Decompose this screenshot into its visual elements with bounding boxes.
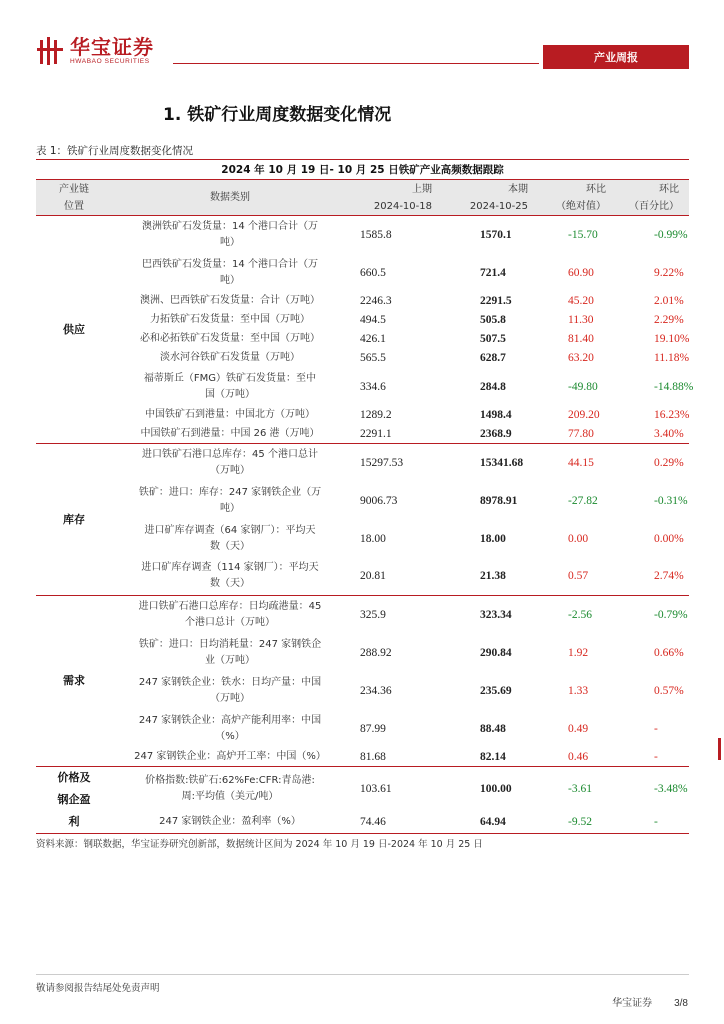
header-divider (173, 63, 539, 64)
table-row (36, 425, 689, 444)
curr-value-cell: 21.38 (442, 558, 538, 596)
pct-change-cell: 3.40% (616, 425, 689, 444)
table-caption: 表 1：铁矿行业周度数据变化情况 (36, 145, 194, 157)
data-type-cell: 247 家钢铁企业：铁水：日均产量：中国 （万吨） (138, 676, 322, 704)
footer-divider (36, 974, 689, 975)
category-cell: 库存 (36, 444, 112, 596)
curr-value-cell: 290.84 (480, 646, 512, 659)
abs-change-cell: 11.30 (568, 314, 594, 326)
footer-right (612, 994, 688, 1009)
data-type-cell: 铁矿：进口：日均消耗量：247 家钢铁企 业（万吨） (138, 638, 322, 666)
pct-change-cell: -14.88% (654, 380, 694, 393)
prev-value-cell: 9006.73 (360, 494, 398, 507)
table-row (36, 710, 689, 748)
abs-change-cell: 0.49 (568, 722, 589, 735)
company-logo (36, 34, 154, 68)
table-row (36, 634, 689, 672)
prev-value-cell: 74.46 (348, 811, 442, 833)
prev-value-cell: 18.00 (360, 532, 386, 545)
abs-change-cell: 0.46 (538, 748, 616, 767)
disclaimer-note: 敬请参阅报告结尾处免责声明 (36, 983, 160, 994)
prev-value-cell: 20.81 (348, 558, 442, 596)
abs-change-cell: 63.20 (568, 352, 594, 364)
curr-value-cell: 100.00 (480, 783, 512, 796)
pct-change-cell: 2.01% (654, 295, 684, 307)
pct-change-cell: -0.99% (654, 228, 688, 241)
data-type-cell: 必和必拓铁矿石发货量：至中国（万吨） (140, 333, 320, 344)
table-title: 2024 年 10 月 19 日- 10 月 25 日铁矿产业高频数据跟踪 (36, 160, 689, 180)
abs-change-cell: 81.40 (568, 333, 594, 345)
pct-change-cell: - (616, 748, 689, 767)
data-type-cell: 中国铁矿石到港量：中国 26 港（万吨） (112, 425, 348, 444)
table-row (36, 672, 689, 710)
header-abs-change: 环比 （绝对值） (538, 180, 616, 216)
pct-change-cell: 19.10% (654, 333, 690, 345)
curr-value-cell: 8978.91 (480, 494, 518, 507)
curr-value-cell: 1498.4 (480, 409, 512, 421)
table-row (36, 596, 689, 634)
abs-change-cell: 0.00 (568, 532, 589, 545)
data-type-cell: 力拓铁矿石发货量：至中国（万吨） (150, 314, 310, 325)
table-header-row (36, 180, 689, 216)
data-type-cell: 进口铁矿石港口总库存：日均疏港量：45 个港口总计（万吨） (138, 600, 322, 628)
pct-change-cell: -0.31% (654, 494, 688, 507)
data-type-cell: 澳洲、巴西铁矿石发货量：合计（万吨） (140, 295, 320, 306)
table-row (36, 811, 689, 833)
abs-change-cell: 77.80 (538, 425, 616, 444)
abs-change-cell: 0.57 (538, 558, 616, 596)
data-type-cell: 进口矿库存调查（64 家钢厂）：平均天 数（天） (144, 524, 316, 552)
curr-value-cell: 505.8 (480, 314, 506, 326)
curr-value-cell: 82.14 (442, 748, 538, 767)
header-pct-change: 环比 （百分比） (616, 180, 689, 216)
abs-change-cell: -3.61 (568, 783, 592, 796)
curr-value-cell: 2291.5 (480, 295, 512, 307)
curr-value-cell: 507.5 (480, 333, 506, 345)
table-row (36, 349, 689, 368)
data-type-cell: 福蒂斯丘（FMG）铁矿石发货量：至中 国（万吨） (143, 372, 317, 400)
abs-change-cell: 209.20 (568, 409, 600, 421)
logo-mark-icon (36, 36, 64, 66)
prev-value-cell: 81.68 (348, 748, 442, 767)
data-type-cell: 进口铁矿石港口总库存：45 个港口总计 （万吨） (142, 448, 318, 476)
abs-change-cell: 1.92 (568, 646, 589, 659)
pct-change-cell: 11.18% (654, 352, 690, 364)
prev-value-cell: 660.5 (360, 266, 386, 279)
prev-value-cell: 2246.3 (360, 295, 392, 307)
category-cell: 价格及 钢企盈 利 (36, 767, 112, 834)
curr-value-cell: 18.00 (480, 532, 506, 545)
data-type-cell: 进口矿库存调查（114 家钢厂）：平均天 数（天） (112, 558, 348, 596)
data-type-cell: 中国铁矿石到港量：中国北方（万吨） (145, 409, 315, 420)
prev-value-cell: 426.1 (360, 333, 386, 345)
section-title: 1. 铁矿行业周度数据变化情况 (163, 105, 392, 125)
prev-value-cell: 1289.2 (360, 409, 392, 421)
prev-value-cell: 234.36 (360, 684, 392, 697)
side-marker (718, 738, 721, 760)
abs-change-cell: -2.56 (568, 608, 592, 621)
table-row (36, 292, 689, 311)
curr-value-cell: 1570.1 (480, 228, 512, 241)
pct-change-cell: 0.29% (654, 456, 684, 469)
prev-value-cell: 2291.1 (348, 425, 442, 444)
header-category: 产业链 位置 (36, 180, 112, 216)
prev-value-cell: 103.61 (360, 783, 392, 796)
table-row (36, 558, 689, 596)
header-prev: 上期 2024-10-18 (348, 180, 442, 216)
iron-ore-weekly-table (36, 159, 694, 834)
data-type-cell: 巴西铁矿石发货量：14 个港口合计（万 吨） (142, 258, 318, 286)
pct-change-cell: 2.74% (616, 558, 689, 596)
page-number: 3/8 (674, 998, 688, 1009)
data-source-note: 资料来源：钢联数据，华宝证券研究创新部，数据统计区间为 2024 年 10 月 19 日-2024 年 10 月 25 日 (36, 839, 483, 850)
table-row (36, 406, 689, 425)
curr-value-cell: 2368.9 (442, 425, 538, 444)
category-cell: 需求 (36, 596, 112, 767)
curr-value-cell: 721.4 (480, 266, 506, 279)
header-curr: 本期 2024-10-25 (442, 180, 538, 216)
report-type-badge: 产业周报 (543, 45, 689, 69)
pct-change-cell: 0.00% (654, 532, 684, 545)
category-cell: 供应 (36, 216, 112, 444)
curr-value-cell: 64.94 (442, 811, 538, 833)
prev-value-cell: 325.9 (360, 608, 386, 621)
header-type: 数据类别 (112, 180, 348, 216)
table-row (36, 311, 689, 330)
prev-value-cell: 1585.8 (360, 228, 392, 241)
prev-value-cell: 288.92 (360, 646, 392, 659)
data-type-cell: 247 家钢铁企业：高炉开工率：中国（%） (112, 748, 348, 767)
prev-value-cell: 565.5 (360, 352, 386, 364)
table-row (36, 767, 689, 812)
curr-value-cell: 88.48 (480, 722, 506, 735)
abs-change-cell: 60.90 (568, 266, 594, 279)
pct-change-cell: - (654, 722, 658, 735)
pct-change-cell: 16.23% (654, 409, 690, 421)
abs-change-cell: 45.20 (568, 295, 594, 307)
prev-value-cell: 87.99 (360, 722, 386, 735)
prev-value-cell: 494.5 (360, 314, 386, 326)
table-row (36, 216, 689, 254)
pct-change-cell: 2.29% (654, 314, 684, 326)
table-row (36, 444, 689, 482)
table-row (36, 254, 689, 292)
curr-value-cell: 323.34 (480, 608, 512, 621)
data-type-cell: 247 家钢铁企业：高炉产能利用率：中国 （%） (138, 714, 322, 742)
data-type-cell: 淡水河谷铁矿石发货量（万吨） (160, 352, 300, 363)
logo-chinese-name: 华宝证券 (70, 35, 154, 59)
curr-value-cell: 284.8 (480, 380, 506, 393)
table-row (36, 482, 689, 520)
table-row (36, 330, 689, 349)
footer-company: 华宝证券 (612, 998, 653, 1009)
curr-value-cell: 628.7 (480, 352, 506, 364)
data-type-cell: 铁矿：进口：库存：247 家钢铁企业（万 吨） (138, 486, 322, 514)
table-row (36, 368, 689, 406)
pct-change-cell: - (616, 811, 689, 833)
abs-change-cell: -49.80 (568, 380, 598, 393)
abs-change-cell: 44.15 (568, 456, 594, 469)
abs-change-cell: -15.70 (568, 228, 598, 241)
data-type-cell: 价格指数:铁矿石:62%Fe:CFR:青岛港: 周:平均值（美元/吨） (145, 775, 315, 803)
prev-value-cell: 334.6 (360, 380, 386, 393)
table-row (36, 748, 689, 767)
abs-change-cell: 1.33 (568, 684, 589, 697)
pct-change-cell: 9.22% (654, 266, 684, 279)
pct-change-cell: 0.57% (654, 684, 684, 697)
pct-change-cell: -0.79% (654, 608, 688, 621)
abs-change-cell: -9.52 (538, 811, 616, 833)
table-row (36, 520, 689, 558)
pct-change-cell: -3.48% (654, 783, 688, 796)
abs-change-cell: -27.82 (568, 494, 598, 507)
data-type-cell: 澳洲铁矿石发货量：14 个港口合计（万 吨） (142, 220, 318, 248)
data-type-cell: 247 家钢铁企业：盈利率（%） (112, 811, 348, 833)
pct-change-cell: 0.66% (654, 646, 684, 659)
logo-english-name: HWABAO SECURITIES (70, 58, 150, 65)
prev-value-cell: 15297.53 (360, 456, 404, 469)
curr-value-cell: 235.69 (480, 684, 512, 697)
curr-value-cell: 15341.68 (480, 456, 524, 469)
